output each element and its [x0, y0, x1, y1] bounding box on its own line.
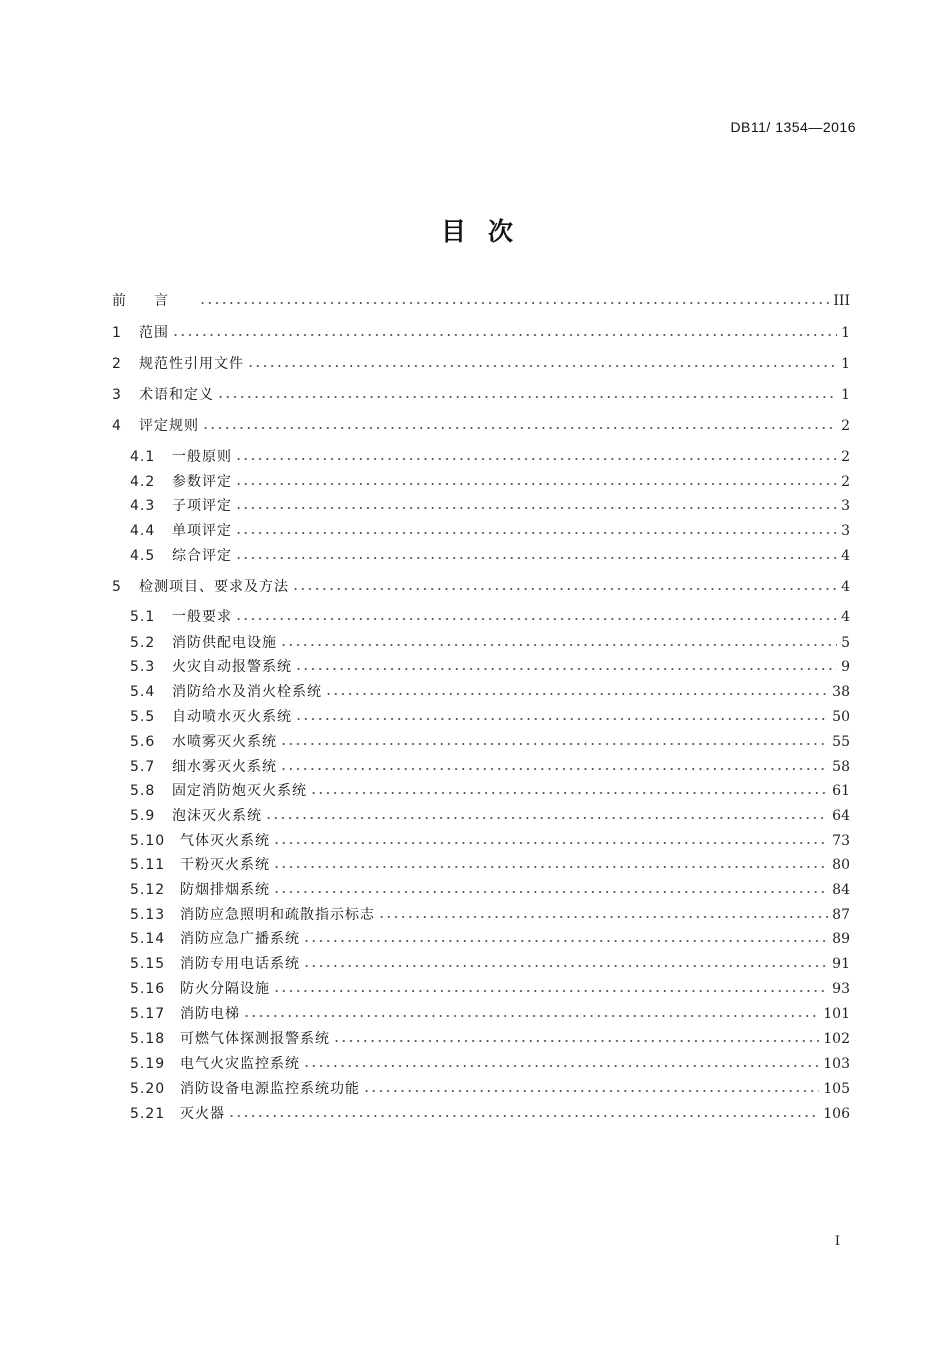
toc-dot-leader: [378, 907, 828, 919]
toc-entry-number: 4.3: [130, 498, 156, 514]
toc-dot-leader: [243, 1006, 819, 1018]
toc-entry-number: 2: [112, 356, 121, 372]
toc-entry-number: 5.20: [130, 1081, 166, 1097]
toc-entry-title: 消防设备电源监控系统功能: [180, 1081, 360, 1097]
toc-entry[interactable]: [130, 1055, 850, 1073]
toc-entry-number: 5.13: [130, 907, 166, 923]
toc-entry-title: 单项评定: [172, 523, 232, 539]
toc-entry-page: 4: [841, 579, 850, 595]
toc-dot-leader: [199, 293, 829, 305]
toc-entry-number: 5.19: [130, 1056, 166, 1072]
toc-dot-leader: [280, 734, 828, 746]
toc-entry[interactable]: [130, 1105, 850, 1123]
toc-dot-leader: [295, 659, 837, 671]
toc-dot-leader: [303, 1056, 819, 1068]
toc-entry-page: 84: [832, 882, 850, 898]
toc-entry-number: 5.14: [130, 931, 166, 947]
toc-entry-page: 103: [823, 1056, 850, 1072]
toc-entry[interactable]: [130, 497, 850, 515]
toc-entry-page: 61: [832, 783, 850, 799]
document-code: DB11/ 1354—2016: [730, 119, 856, 135]
toc-entry-page: 101: [823, 1006, 850, 1022]
toc-entry-title: 消防给水及消火栓系统: [172, 684, 322, 700]
toc-entry-page: 93: [832, 981, 850, 997]
toc-entry-page: 1: [841, 356, 850, 372]
toc-dot-leader: [292, 579, 837, 591]
toc-entry-number: 5.8: [130, 783, 156, 799]
toc-entry-number: 5.18: [130, 1031, 166, 1047]
toc-entry[interactable]: [130, 758, 850, 776]
toc-dot-leader: [217, 387, 837, 399]
toc-dot-leader: [172, 325, 837, 337]
toc-entry-page: 4: [841, 609, 850, 625]
toc-entry-title: 消防供配电设施: [172, 635, 277, 651]
toc-entry[interactable]: [130, 980, 850, 998]
toc-entry[interactable]: [112, 324, 850, 342]
page-number: I: [834, 1234, 840, 1249]
toc-entry[interactable]: [112, 292, 850, 310]
toc-entry-title: 可燃气体探测报警系统: [180, 1031, 330, 1047]
toc-entry-title: 气体灭火系统: [180, 833, 270, 849]
toc-entry-title: 术语和定义: [139, 387, 214, 403]
toc-entry-page: 3: [841, 498, 850, 514]
toc-entry[interactable]: [112, 355, 850, 373]
toc-entry-number: 4: [112, 418, 121, 434]
toc-entry-page: 4: [841, 548, 850, 564]
toc-entry-number: 4.1: [130, 449, 156, 465]
toc-entry-title: 评定规则: [139, 418, 199, 434]
toc-title: 目次: [440, 217, 535, 246]
toc-entry-page: 64: [832, 808, 850, 824]
toc-entry-number: 5: [112, 579, 121, 595]
toc-entry-page: 1: [841, 325, 850, 341]
toc-entry-page: 91: [832, 956, 850, 972]
toc-entry-page: 105: [823, 1081, 850, 1097]
toc-entry-page: 3: [841, 523, 850, 539]
toc-dot-leader: [333, 1031, 819, 1043]
toc-dot-leader: [280, 635, 837, 647]
toc-entry-title: 水喷雾灭火系统: [172, 734, 277, 750]
toc-dot-leader: [265, 808, 828, 820]
toc-entry-title: 范围: [139, 325, 169, 341]
toc-dot-leader: [363, 1081, 819, 1093]
toc-dot-leader: [235, 474, 837, 486]
toc-entry-page: 2: [841, 449, 850, 465]
toc-dot-leader: [303, 931, 828, 943]
toc-entry-title: 火灾自动报警系统: [172, 659, 292, 675]
toc-entry-number: 5.16: [130, 981, 166, 997]
toc-entry[interactable]: [130, 1005, 850, 1023]
toc-entry-page: 87: [832, 907, 850, 923]
toc-entry-page: 106: [823, 1106, 850, 1122]
toc-dot-leader: [235, 498, 837, 510]
toc-entry-title: 灭火器: [180, 1106, 225, 1122]
toc-entry[interactable]: [130, 807, 850, 825]
toc-dot-leader: [235, 548, 837, 560]
toc-entry[interactable]: [130, 856, 850, 874]
toc-entry-page: 1: [841, 387, 850, 403]
toc-entry-title: 消防电梯: [180, 1006, 240, 1022]
toc-entry-number: 5.10: [130, 833, 166, 849]
toc-entry-title: 子项评定: [172, 498, 232, 514]
toc-entry[interactable]: [130, 708, 850, 726]
toc-dot-leader: [303, 956, 828, 968]
toc-entry-number: 5.11: [130, 857, 166, 873]
toc-entry[interactable]: [130, 1030, 850, 1048]
toc-dot-leader: [310, 783, 828, 795]
toc-dot-leader: [228, 1106, 819, 1118]
toc-entry[interactable]: [130, 733, 850, 751]
toc-entry-page: 2: [841, 418, 850, 434]
toc-dot-leader: [325, 684, 828, 696]
toc-dot-leader: [273, 857, 828, 869]
toc-entry-page: 5: [841, 635, 850, 651]
toc-entry-title: 干粉灭火系统: [180, 857, 270, 873]
toc-entry[interactable]: [130, 683, 850, 701]
toc-entry-page: 80: [832, 857, 850, 873]
toc-entry-title: 固定消防炮灭火系统: [172, 783, 307, 799]
toc-entry-title: 参数评定: [172, 474, 232, 490]
toc-entry-page: 73: [832, 833, 850, 849]
toc-entry-number: 4.5: [130, 548, 156, 564]
toc-entry-number: 5.15: [130, 956, 166, 972]
toc-entry[interactable]: [130, 547, 850, 565]
toc-entry-number: 1: [112, 325, 121, 341]
toc-entry[interactable]: [130, 658, 850, 676]
toc-entry-title: 自动喷水灭火系统: [172, 709, 292, 725]
toc-entry-page: 58: [832, 759, 850, 775]
toc-entry-page: 102: [823, 1031, 850, 1047]
toc-entry-page: 89: [832, 931, 850, 947]
toc-entry-number: 5.2: [130, 635, 156, 651]
toc-entry[interactable]: [130, 608, 850, 626]
toc-entry-number: 5.4: [130, 684, 156, 700]
toc-entry-number: 5.6: [130, 734, 156, 750]
toc-entry-title: 一般要求: [172, 609, 232, 625]
toc-entry-number: 5.17: [130, 1006, 166, 1022]
toc-dot-leader: [295, 709, 828, 721]
toc-dot-leader: [235, 449, 837, 461]
toc-entry-title: 细水雾灭火系统: [172, 759, 277, 775]
toc-entry-title: 泡沫灭火系统: [172, 808, 262, 824]
toc-entry[interactable]: [130, 522, 850, 540]
toc-entry-number: 5.9: [130, 808, 156, 824]
toc-entry[interactable]: [130, 881, 850, 899]
toc-entry-number: 5.21: [130, 1106, 166, 1122]
toc-entry-page: 2: [841, 474, 850, 490]
toc-entry-title: 检测项目、要求及方法: [139, 579, 289, 595]
toc-entry-number: 5.1: [130, 609, 156, 625]
toc-entry-number: 5.5: [130, 709, 156, 725]
toc-entry-page: 38: [832, 684, 850, 700]
toc-entry[interactable]: [130, 448, 850, 466]
toc-dot-leader: [235, 609, 837, 621]
toc-dot-leader: [273, 882, 828, 894]
toc-entry-title: 消防专用电话系统: [180, 956, 300, 972]
toc-entry-title: 电气火灾监控系统: [180, 1056, 300, 1072]
toc-entry[interactable]: [130, 1080, 850, 1098]
toc-entry-title: 规范性引用文件: [139, 356, 244, 372]
toc-entry-title: 前言: [112, 293, 196, 309]
toc-entry-page: 9: [841, 659, 850, 675]
toc-entry-page: 50: [832, 709, 850, 725]
toc-entry[interactable]: [112, 386, 850, 404]
toc-entry-number: 5.7: [130, 759, 156, 775]
toc-dot-leader: [273, 981, 828, 993]
toc-entry-number: 4.2: [130, 474, 156, 490]
toc-entry[interactable]: [130, 782, 850, 800]
toc-entry[interactable]: [130, 906, 850, 924]
toc-entry[interactable]: [130, 832, 850, 850]
toc-entry-title: 防火分隔设施: [180, 981, 270, 997]
toc-entry[interactable]: [112, 417, 850, 435]
toc-entry[interactable]: [130, 634, 850, 652]
toc-dot-leader: [235, 523, 837, 535]
toc-dot-leader: [280, 759, 828, 771]
toc-entry-number: 3: [112, 387, 121, 403]
toc-dot-leader: [247, 356, 837, 368]
toc-entry-number: 5.3: [130, 659, 156, 675]
toc-entry-title: 一般原则: [172, 449, 232, 465]
toc-entry-title: 消防应急照明和疏散指示标志: [180, 907, 375, 923]
toc-entry-title: 消防应急广播系统: [180, 931, 300, 947]
toc-entry-number: 5.12: [130, 882, 166, 898]
toc-entry-title: 综合评定: [172, 548, 232, 564]
toc-dot-leader: [202, 418, 837, 430]
toc-entry-number: 4.4: [130, 523, 156, 539]
toc-entry-page: 55: [832, 734, 850, 750]
toc-entry-page: III: [833, 293, 850, 309]
toc-entry[interactable]: [130, 955, 850, 973]
toc-entry-title: 防烟排烟系统: [180, 882, 270, 898]
toc-entry[interactable]: [130, 930, 850, 948]
toc-dot-leader: [273, 833, 828, 845]
toc-entry[interactable]: [112, 578, 850, 596]
toc-entry[interactable]: [130, 473, 850, 491]
